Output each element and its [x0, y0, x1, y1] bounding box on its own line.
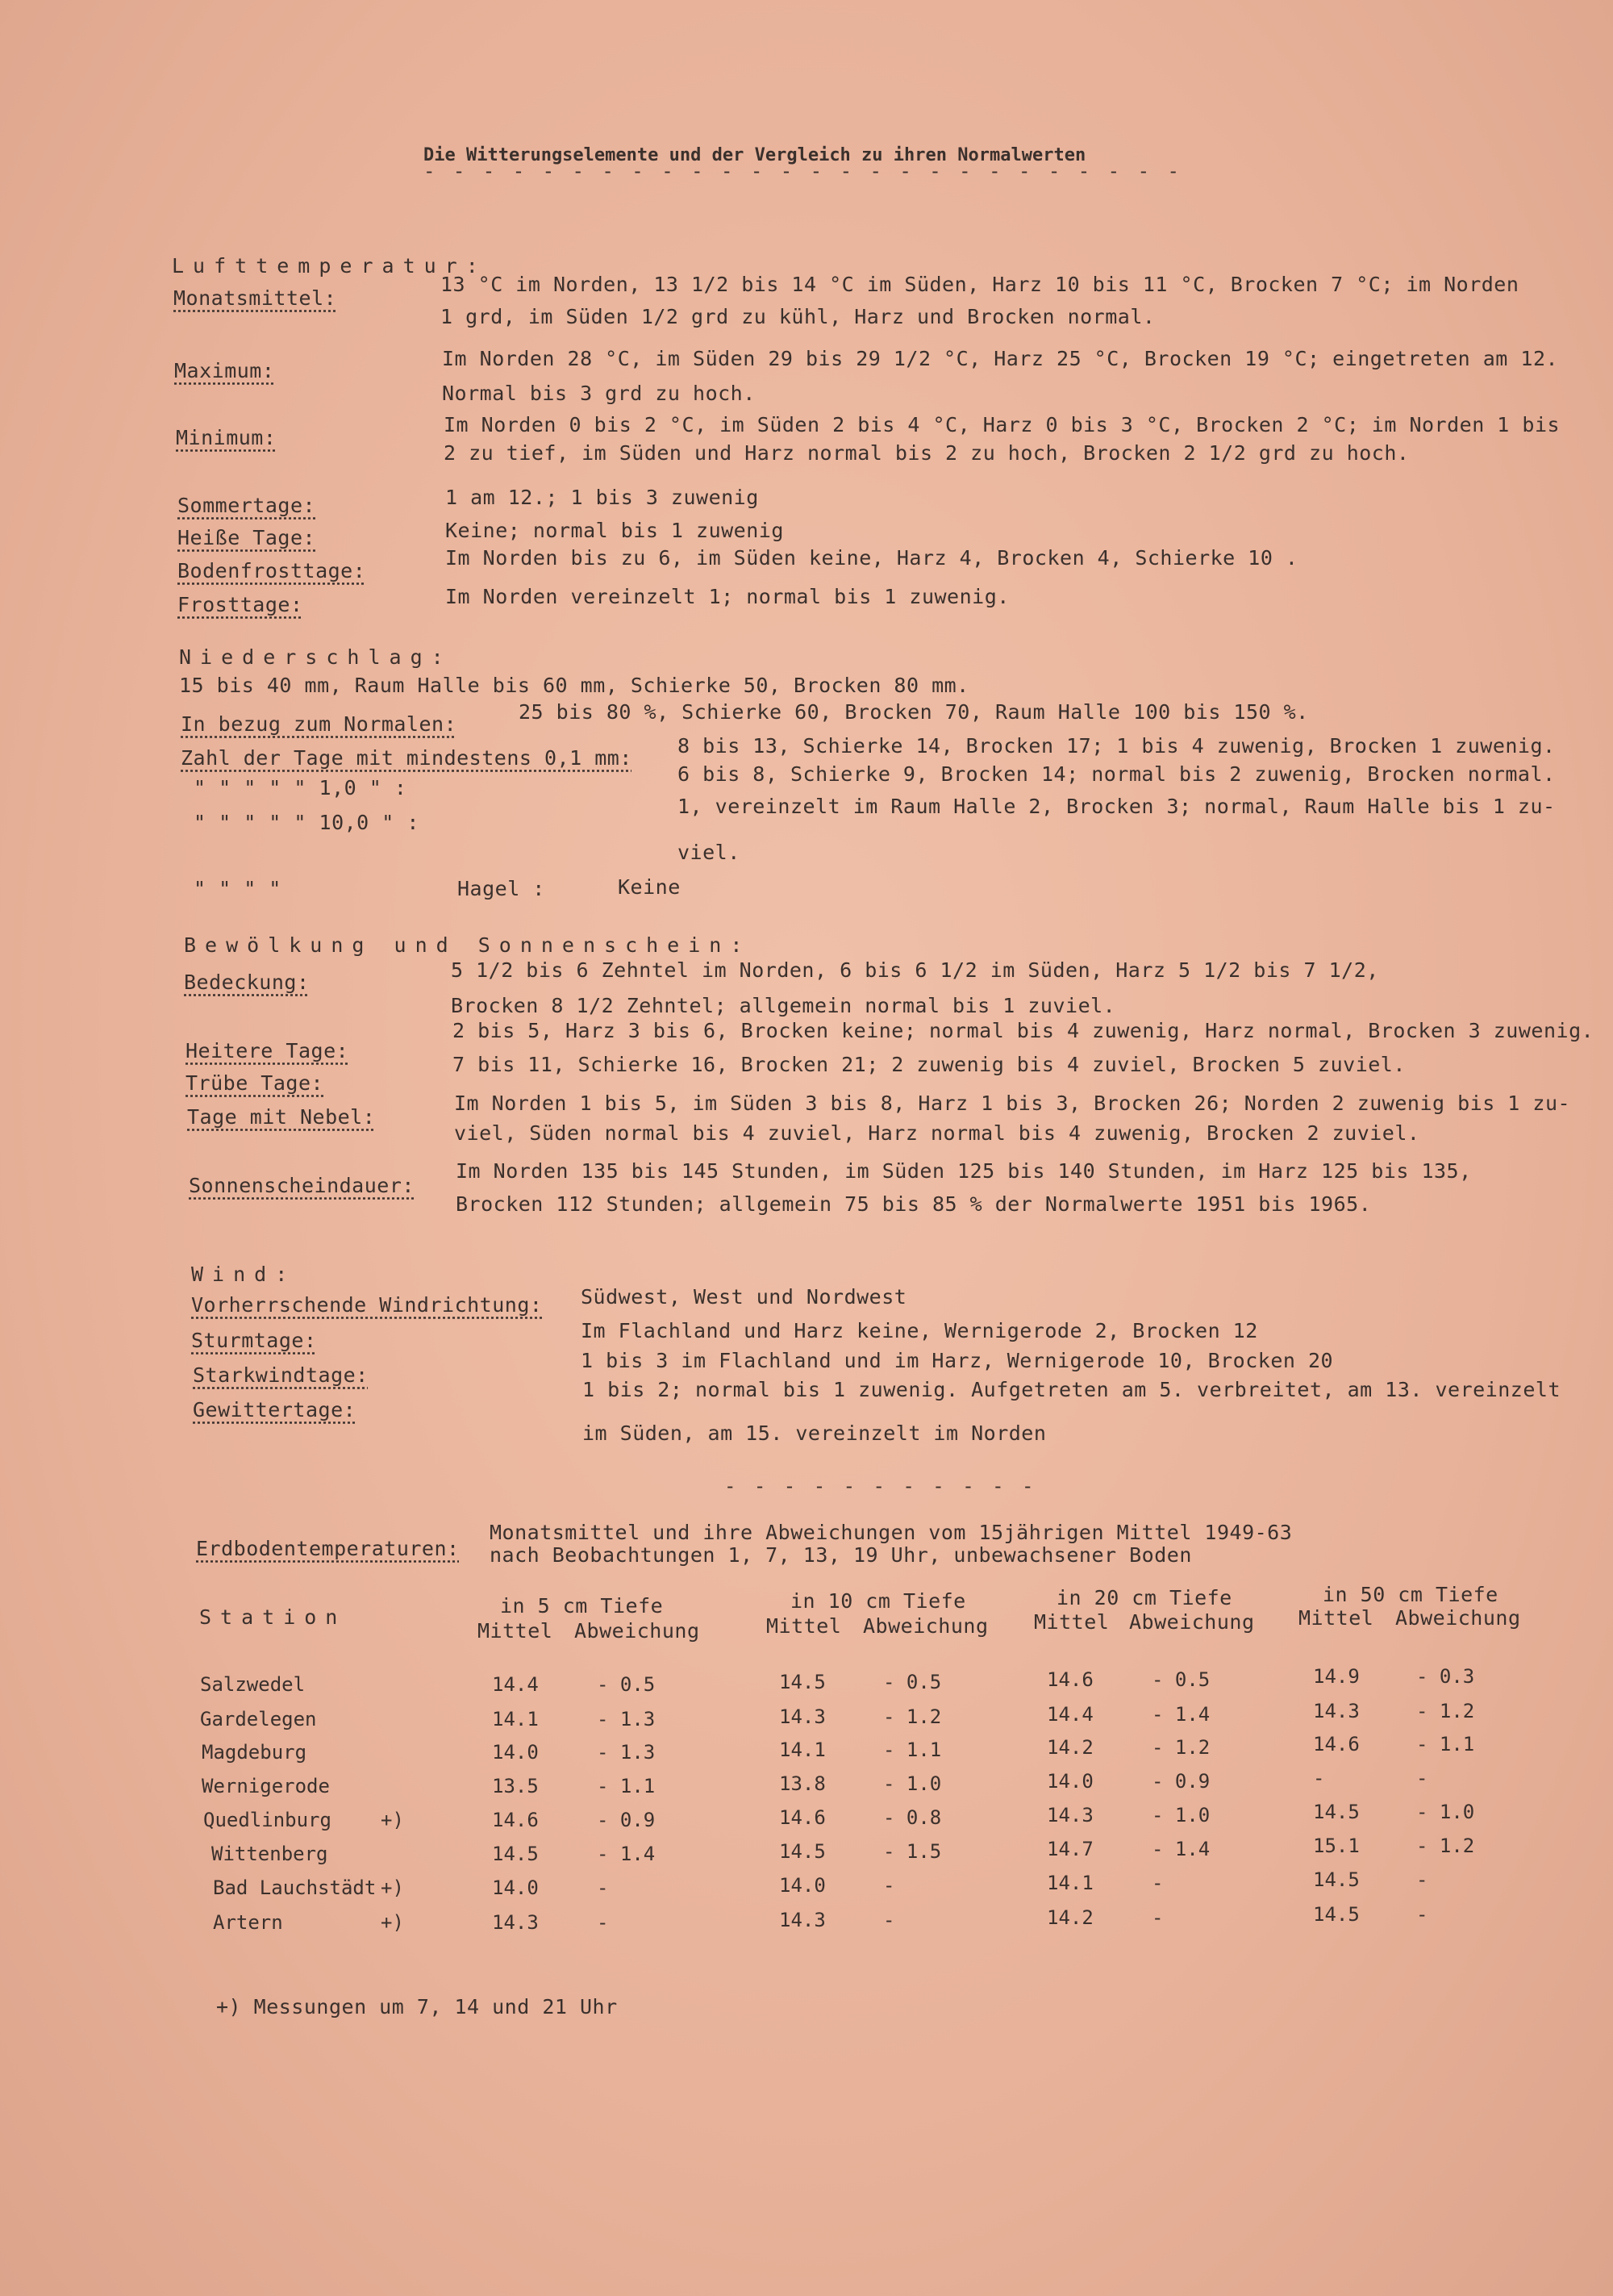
- cell-abweichung: -: [1152, 1906, 1164, 1929]
- cell-abweichung: -: [883, 1874, 895, 1897]
- cell-abweichung: - 1.0: [1416, 1801, 1475, 1823]
- label-sonnenscheindauer: Sonnenscheindauer:: [189, 1174, 415, 1197]
- cell-mittel: 14.6: [779, 1806, 826, 1829]
- cell-abweichung: - 1.2: [883, 1705, 942, 1728]
- text-erdboden-desc-2: nach Beobachtungen 1, 7, 13, 19 Uhr, unbewachsener Boden: [490, 1543, 1192, 1567]
- ditto-10-0mm: " " " " " 10,0 " :: [194, 811, 419, 834]
- cell-abweichung: - 1.0: [1152, 1804, 1211, 1826]
- section-heading-bewoelkung: Bewölkung und Sonnenschein:: [184, 933, 752, 957]
- cell-mittel: 14.5: [492, 1843, 539, 1865]
- label-bezug-normalen: In bezug zum Normalen:: [181, 712, 457, 736]
- section-heading-wind: Wind:: [191, 1263, 297, 1286]
- label-sturmtage: Sturmtage:: [191, 1329, 317, 1352]
- footnote: +) Messungen um 7, 14 und 21 Uhr: [216, 1995, 618, 2018]
- text-monatsmittel-1: 13 °C im Norden, 13 1/2 bis 14 °C im Süden, Harz 10 bis 11 °C, Brocken 7 °C; im Norden: [440, 273, 1519, 296]
- cell-mittel: 13.8: [779, 1772, 826, 1795]
- text-hagel: Keine: [618, 875, 681, 899]
- cell-mittel: 14.7: [1047, 1838, 1094, 1860]
- cell-abweichung: - 1.0: [883, 1772, 942, 1795]
- text-sturmtage: Im Flachland und Harz keine, Wernigerode 2, Brocken 12: [581, 1319, 1258, 1342]
- section-divider: - - - - - - - - - - -: [724, 1475, 1037, 1497]
- cell-mittel: 15.1: [1313, 1835, 1360, 1857]
- label-minimum: Minimum:: [176, 426, 277, 449]
- label-frosttage: Frosttage:: [177, 593, 303, 616]
- text-bedeckung-1: 5 1/2 bis 6 Zehntel im Norden, 6 bis 6 1/2 im Süden, Harz 5 1/2 bis 7 1/2,: [451, 958, 1379, 982]
- cell-mittel: 14.0: [492, 1741, 539, 1764]
- text-maximum-1: Im Norden 28 °C, im Süden 29 bis 29 1/2 °C, Harz 25 °C, Brocken 19 °C; eingetreten am 12.: [442, 347, 1559, 370]
- text-gewittertage-1: 1 bis 2; normal bis 1 zuwenig. Aufgetreten am 5. verbreitet, am 13. vereinzelt: [582, 1378, 1561, 1401]
- label-truebe-tage: Trübe Tage:: [185, 1071, 324, 1095]
- title-underline: - - - - - - - - - - - - - - - - - - - - - - - - - -: [423, 160, 1182, 182]
- cell-abweichung: - 0.9: [597, 1809, 656, 1831]
- cell-mittel: -: [1313, 1767, 1325, 1789]
- station-name: Magdeburg: [202, 1741, 307, 1764]
- label-starkwindtage: Starkwindtage:: [193, 1363, 369, 1387]
- cell-mittel: 14.6: [1047, 1668, 1094, 1691]
- station-name: Quedlinburg: [203, 1809, 331, 1831]
- table-header-station: Station: [199, 1605, 347, 1629]
- cell-abweichung: - 1.2: [1152, 1736, 1211, 1759]
- text-windrichtung: Südwest, West und Nordwest: [581, 1285, 907, 1309]
- ditto-hagel: " " " ": [194, 877, 281, 900]
- cell-abweichung: -: [597, 1876, 609, 1899]
- table-header-abweichung-10: Abweichung: [863, 1614, 989, 1638]
- label-bedeckung: Bedeckung:: [184, 971, 310, 994]
- cell-mittel: 14.2: [1047, 1906, 1094, 1929]
- label-erdbodentemperaturen: Erdbodentemperaturen:: [196, 1537, 460, 1560]
- cell-abweichung: -: [1416, 1903, 1428, 1926]
- cell-abweichung: -: [1152, 1872, 1164, 1894]
- cell-mittel: 14.3: [1313, 1700, 1360, 1722]
- page-title: Die Witterungselemente und der Vergleich zu ihren Normalwerten: [423, 145, 1086, 165]
- text-tage-0-1mm: 8 bis 13, Schierke 14, Brocken 17; 1 bis 4 zuwenig, Brocken 1 zuwenig.: [677, 734, 1556, 758]
- cell-mittel: 14.3: [779, 1705, 826, 1728]
- table-header-abweichung-20: Abweichung: [1129, 1610, 1255, 1634]
- station-name: Bad Lauchstädt: [213, 1876, 377, 1899]
- station-name: Wittenberg: [211, 1843, 328, 1865]
- text-gewittertage-2: im Süden, am 15. vereinzelt im Norden: [582, 1421, 1047, 1445]
- text-tage-10-0mm-2: viel.: [677, 841, 740, 864]
- label-zahl-der-tage: Zahl der Tage mit mindestens 0,1 mm:: [181, 746, 632, 770]
- text-minimum-2: 2 zu tief, im Süden und Harz normal bis 2 zu hoch, Brocken 2 1/2 grd zu hoch.: [444, 441, 1410, 465]
- text-erdboden-desc-1: Monatsmittel und ihre Abweichungen vom 15jährigen Mittel 1949-63: [490, 1521, 1293, 1544]
- station-footnote-mark: +): [381, 1911, 404, 1934]
- cell-mittel: 14.0: [1047, 1770, 1094, 1793]
- cell-mittel: 14.0: [492, 1876, 539, 1899]
- text-minimum-1: Im Norden 0 bis 2 °C, im Süden 2 bis 4 °C, Harz 0 bis 3 °C, Brocken 2 °C; im Norden 1 bis: [444, 413, 1561, 436]
- cell-mittel: 14.4: [1047, 1703, 1094, 1726]
- cell-mittel: 14.6: [492, 1809, 539, 1831]
- station-footnote-mark: +): [381, 1876, 404, 1899]
- text-starkwindtage: 1 bis 3 im Flachland und im Harz, Wernigerode 10, Brocken 20: [581, 1349, 1334, 1372]
- cell-abweichung: - 1.4: [1152, 1703, 1211, 1726]
- text-bodenfrosttage: Im Norden bis zu 6, im Süden keine, Harz 4, Brocken 4, Schierke 10 .: [445, 546, 1298, 570]
- cell-abweichung: - 1.4: [597, 1843, 656, 1865]
- cell-mittel: 14.4: [492, 1673, 539, 1696]
- text-sonnenscheindauer-2: Brocken 112 Stunden; allgemein 75 bis 85 % der Normalwerte 1951 bis 1965.: [456, 1192, 1372, 1216]
- cell-mittel: 14.1: [1047, 1872, 1094, 1894]
- cell-abweichung: - 0.3: [1416, 1665, 1475, 1688]
- cell-abweichung: - 1.1: [597, 1775, 656, 1797]
- text-maximum-2: Normal bis 3 grd zu hoch.: [442, 382, 756, 405]
- cell-abweichung: - 1.2: [1416, 1700, 1475, 1722]
- table-header-mittel-50: Mittel: [1298, 1606, 1374, 1630]
- text-tage-1-0mm: 6 bis 8, Schierke 9, Brocken 14; normal bis 2 zuwenig, Brocken normal.: [677, 762, 1556, 786]
- label-gewittertage: Gewittertage:: [193, 1398, 356, 1421]
- cell-abweichung: -: [1416, 1767, 1428, 1789]
- cell-abweichung: - 1.3: [597, 1741, 656, 1764]
- cell-abweichung: - 1.5: [883, 1840, 942, 1863]
- table-header-depth-50: in 50 cm Tiefe: [1323, 1583, 1498, 1606]
- cell-mittel: 14.3: [492, 1911, 539, 1934]
- text-sommertage: 1 am 12.; 1 bis 3 zuwenig: [445, 486, 759, 509]
- cell-abweichung: - 1.2: [1416, 1835, 1475, 1857]
- table-header-depth-20: in 20 cm Tiefe: [1057, 1586, 1232, 1609]
- cell-abweichung: - 1.3: [597, 1708, 656, 1730]
- cell-mittel: 13.5: [492, 1775, 539, 1797]
- cell-abweichung: - 0.5: [883, 1671, 942, 1693]
- cell-abweichung: - 1.1: [1416, 1733, 1475, 1755]
- cell-abweichung: -: [883, 1909, 895, 1931]
- cell-mittel: 14.5: [1313, 1903, 1360, 1926]
- table-header-depth-10: in 10 cm Tiefe: [790, 1589, 966, 1613]
- table-header-mittel-10: Mittel: [766, 1614, 842, 1638]
- station-name: Salzwedel: [200, 1673, 306, 1696]
- section-heading-lufttemperatur: Lufttemperatur:: [172, 254, 487, 278]
- label-maximum: Maximum:: [174, 359, 275, 382]
- cell-mittel: 14.6: [1313, 1733, 1360, 1755]
- text-bezug-normalen: 25 bis 80 %, Schierke 60, Brocken 70, Raum Halle 100 bis 150 %.: [519, 700, 1309, 724]
- text-heitere-tage: 2 bis 5, Harz 3 bis 6, Brocken keine; normal bis 4 zuwenig, Harz normal, Brocken 3 zuwenig.: [452, 1019, 1594, 1042]
- ditto-1-0mm: " " " " " 1,0 " :: [194, 776, 407, 799]
- text-tage-mit-nebel-2: viel, Süden normal bis 4 zuviel, Harz normal bis 4 zuwenig, Brocken 2 zuviel.: [454, 1121, 1420, 1145]
- station-name: Wernigerode: [202, 1775, 330, 1797]
- cell-mittel: 14.3: [1047, 1804, 1094, 1826]
- text-truebe-tage: 7 bis 11, Schierke 16, Brocken 21; 2 zuwenig bis 4 zuviel, Brocken 5 zuviel.: [452, 1053, 1406, 1076]
- table-header-depth-5: in 5 cm Tiefe: [500, 1594, 664, 1618]
- cell-abweichung: -: [1416, 1868, 1428, 1891]
- cell-mittel: 14.5: [1313, 1801, 1360, 1823]
- label-windrichtung: Vorherrschende Windrichtung:: [191, 1293, 543, 1317]
- cell-mittel: 14.5: [1313, 1868, 1360, 1891]
- text-niederschlag-summary: 15 bis 40 mm, Raum Halle bis 60 mm, Schierke 50, Brocken 80 mm.: [179, 674, 969, 697]
- cell-abweichung: - 0.8: [883, 1806, 942, 1829]
- cell-mittel: 14.9: [1313, 1665, 1360, 1688]
- text-heisse-tage: Keine; normal bis 1 zuwenig: [445, 519, 784, 542]
- cell-mittel: 14.0: [779, 1874, 826, 1897]
- cell-mittel: 14.5: [779, 1671, 826, 1693]
- table-header-abweichung-5: Abweichung: [574, 1619, 700, 1643]
- station-name: Gardelegen: [200, 1708, 317, 1730]
- label-heisse-tage: Heiße Tage:: [177, 526, 316, 549]
- cell-mittel: 14.5: [779, 1840, 826, 1863]
- table-header-abweichung-50: Abweichung: [1395, 1606, 1521, 1630]
- label-hagel: Hagel :: [457, 877, 545, 900]
- cell-mittel: 14.1: [779, 1739, 826, 1761]
- text-tage-mit-nebel-1: Im Norden 1 bis 5, im Süden 3 bis 8, Harz 1 bis 3, Brocken 26; Norden 2 zuwenig bis 1 zu-: [454, 1092, 1571, 1115]
- text-tage-10-0mm-1: 1, vereinzelt im Raum Halle 2, Brocken 3; normal, Raum Halle bis 1 zu-: [677, 795, 1556, 818]
- text-frosttage: Im Norden vereinzelt 1; normal bis 1 zuwenig.: [445, 585, 1010, 608]
- cell-abweichung: - 0.9: [1152, 1770, 1211, 1793]
- cell-abweichung: -: [597, 1911, 609, 1934]
- cell-mittel: 14.1: [492, 1708, 539, 1730]
- cell-mittel: 14.2: [1047, 1736, 1094, 1759]
- label-heitere-tage: Heitere Tage:: [185, 1039, 349, 1062]
- label-tage-mit-nebel: Tage mit Nebel:: [187, 1105, 376, 1129]
- station-name: Artern: [213, 1911, 283, 1934]
- label-sommertage: Sommertage:: [177, 494, 316, 517]
- table-header-mittel-20: Mittel: [1034, 1610, 1110, 1634]
- cell-abweichung: - 0.5: [597, 1673, 656, 1696]
- table-header-mittel-5: Mittel: [477, 1619, 553, 1643]
- text-bedeckung-2: Brocken 8 1/2 Zehntel; allgemein normal bis 1 zuviel.: [451, 994, 1116, 1017]
- label-bodenfrosttage: Bodenfrosttage:: [177, 559, 366, 582]
- label-monatsmittel: Monatsmittel:: [173, 286, 337, 310]
- text-monatsmittel-2: 1 grd, im Süden 1/2 grd zu kühl, Harz und Brocken normal.: [440, 305, 1156, 328]
- cell-mittel: 14.3: [779, 1909, 826, 1931]
- station-footnote-mark: +): [381, 1809, 404, 1831]
- text-sonnenscheindauer-1: Im Norden 135 bis 145 Stunden, im Süden 125 bis 140 Stunden, im Harz 125 bis 135,: [456, 1159, 1472, 1183]
- section-heading-niederschlag: Niederschlag:: [179, 645, 452, 669]
- cell-abweichung: - 0.5: [1152, 1668, 1211, 1691]
- cell-abweichung: - 1.4: [1152, 1838, 1211, 1860]
- cell-abweichung: - 1.1: [883, 1739, 942, 1761]
